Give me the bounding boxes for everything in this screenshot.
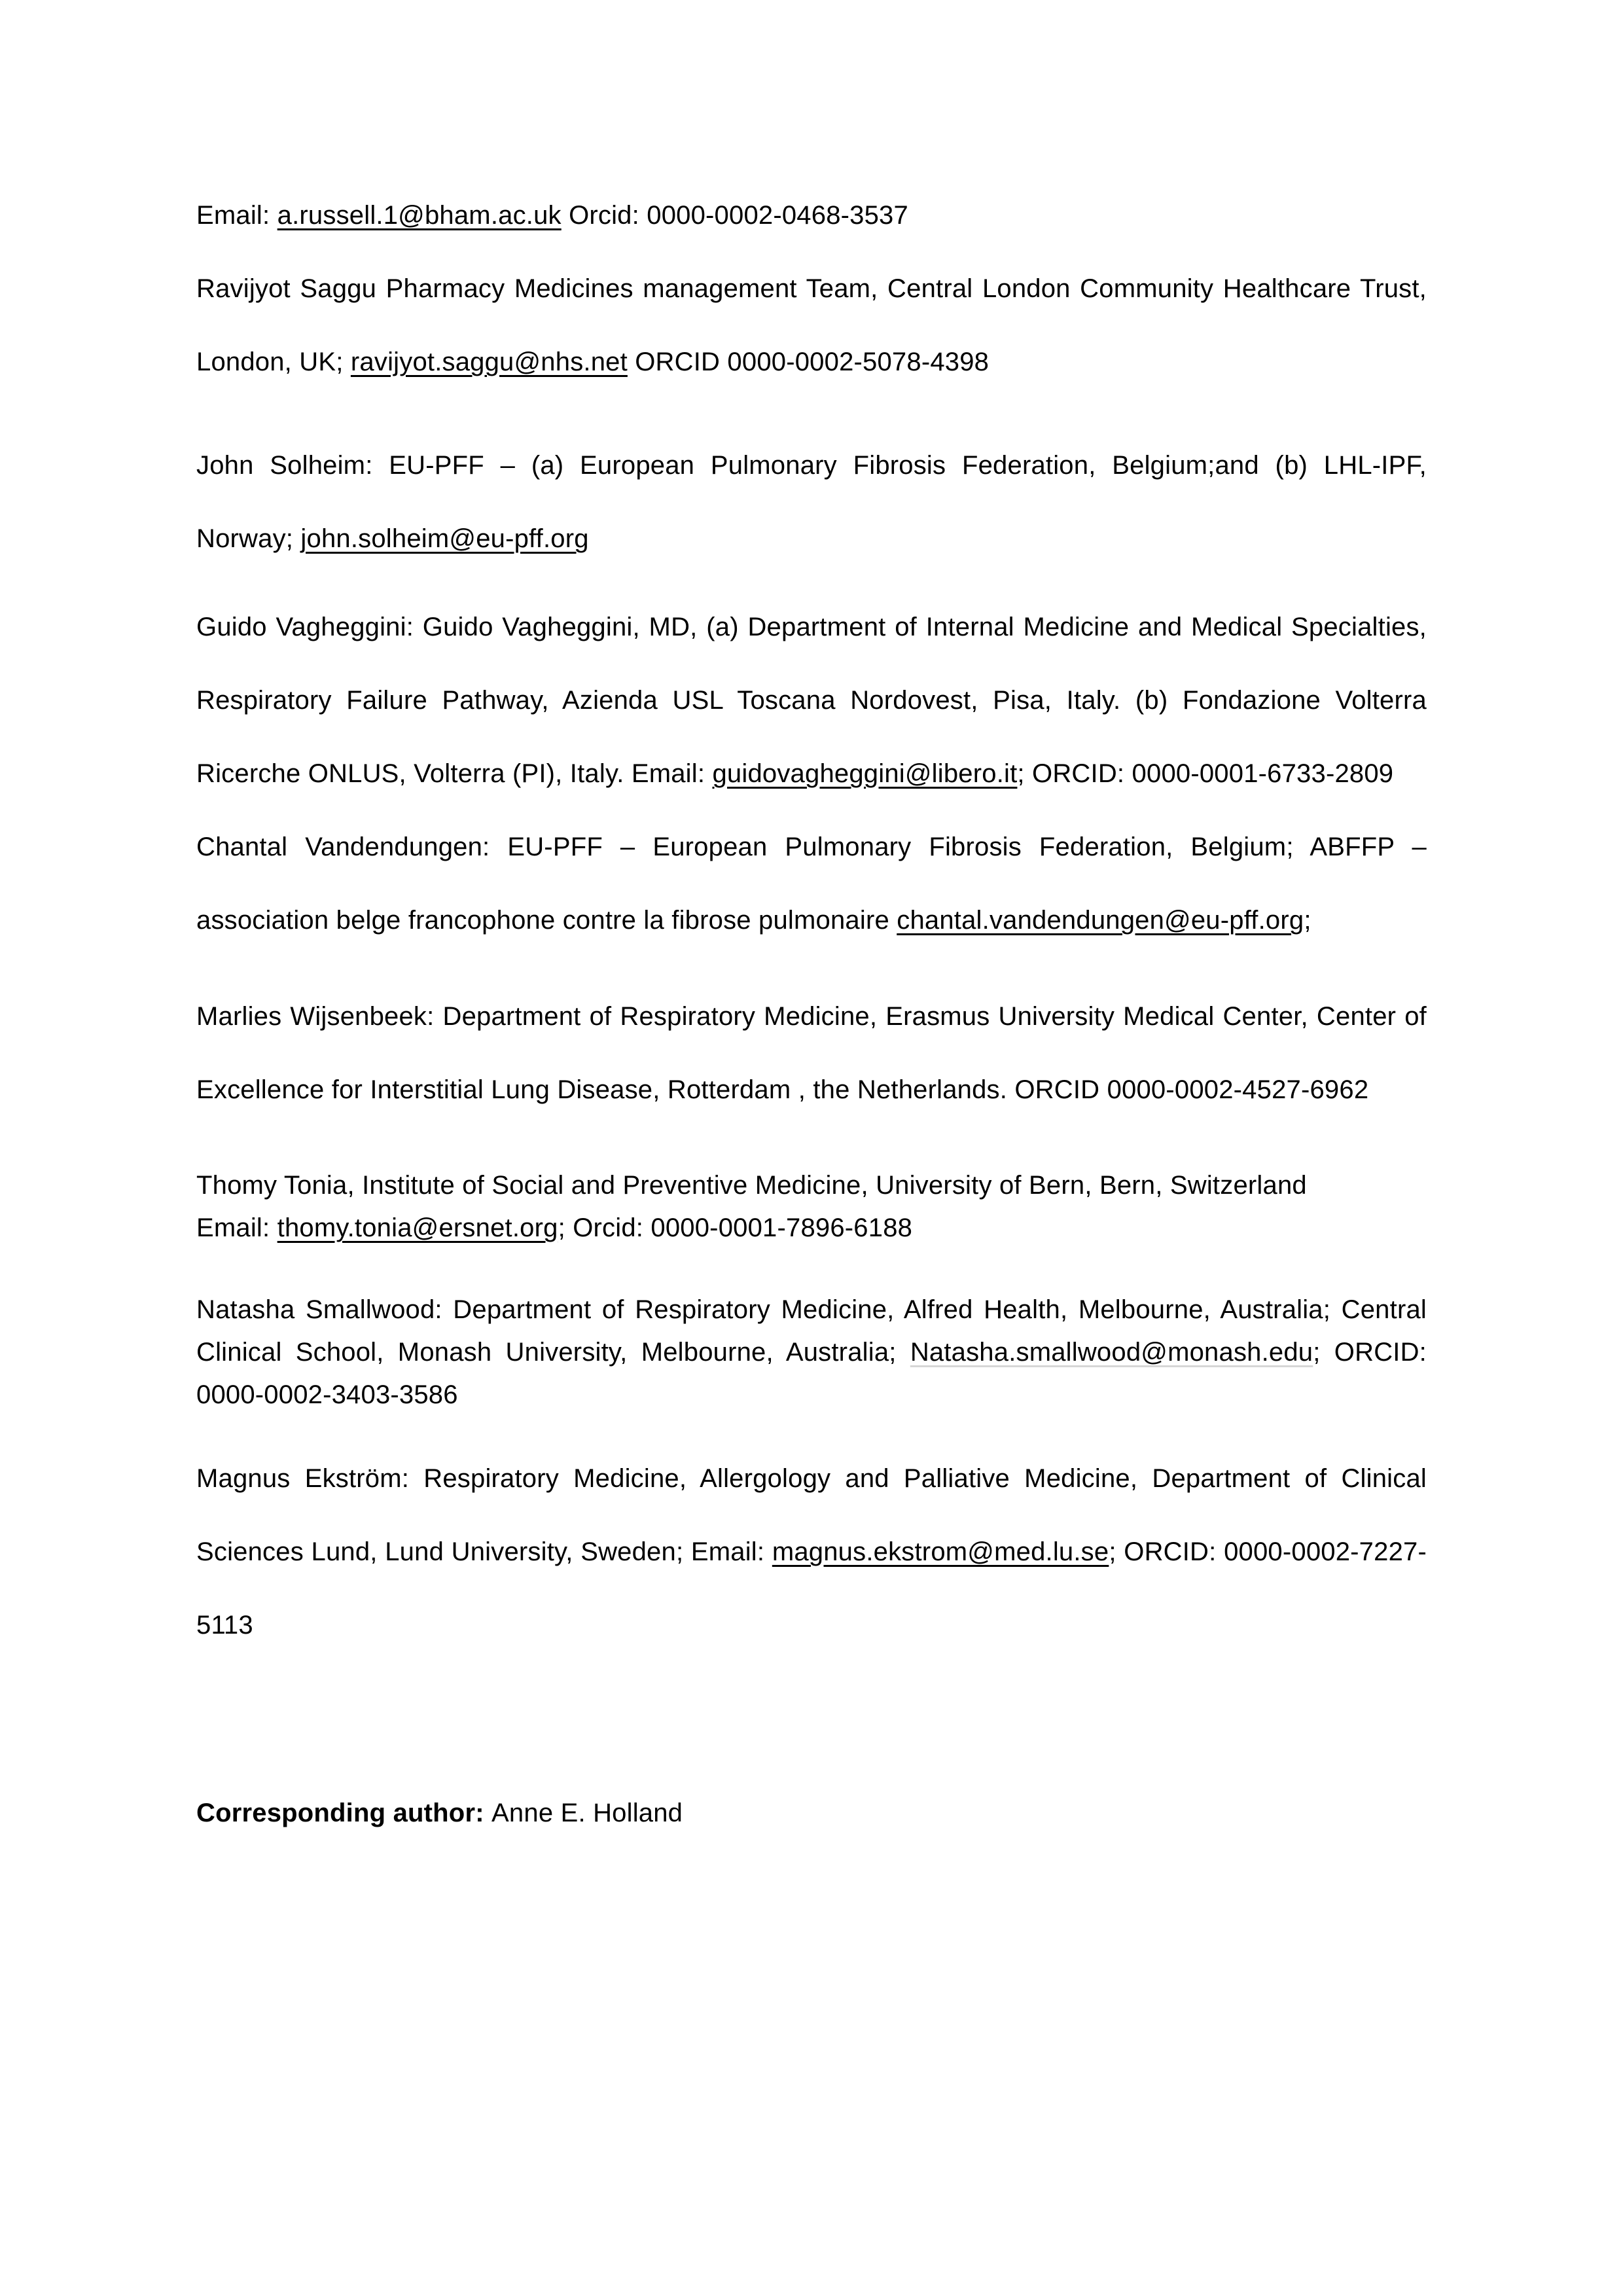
corresponding-author-label: Corresponding author: [196,1799,492,1827]
email-link[interactable]: thomy.tonia@ersnet.org [277,1213,558,1242]
text-run: Orcid: 0000-0002-0468-3537 [561,201,908,230]
email-link[interactable]: a.russell.1@bham.ac.uk [277,201,562,230]
email-link[interactable]: ravijyot.saggu@nhs.net [350,348,628,376]
text-run: Marlies Wijsenbeek: Department of Respiratory Medicine, Erasmus University Medical Center, Center of Excellence for Interstitial Lung Disease, Rotterdam , the Netherlands. ORCID 0000-0002-4527-6962 [196,1002,1427,1104]
author-smallwood [196,1289,1427,1416]
corresponding-author [196,1776,1427,1850]
author-solheim [196,429,1427,575]
author-saggu [196,252,1427,399]
email-link[interactable]: john.solheim@eu-pff.org [300,524,589,553]
author-wijsenbeek [196,980,1427,1126]
text-run: ; ORCID: 0000-0002-3403-3586 [196,1338,1427,1409]
text-run: ; ORCID: 0000-0002-7227-5113 [196,1537,1427,1640]
author-vagheggini [196,590,1427,810]
author-tonia [196,1164,1427,1249]
author-ekstrom [196,1442,1427,1662]
text-run: ; ORCID: 0000-0001-6733-2809 [1017,759,1394,788]
text-run: Magnus Ekström: Respiratory Medicine, Allergology and Palliative Medicine, Department of Clinical Sciences Lund, Lund University, Sweden; Email: [196,1464,1427,1566]
email-link[interactable]: guidovagheggini@libero.it [712,759,1018,788]
text-run: Thomy Tonia, Institute of Social and Preventive Medicine, University of Bern, Bern, Switzerland [196,1171,1307,1200]
text-run: Email: [196,201,277,230]
text-run: Chantal Vandendungen: EU-PFF – European Pulmonary Fibrosis Federation, Belgium; ABFFP – association belge francophone contre la fibrose pulmonaire [196,833,1427,935]
text-run: Natasha Smallwood: Department of Respiratory Medicine, Alfred Health, Melbourne, Australia; Central Clinical School, Monash University, Melbourne, Australia; [196,1295,1427,1367]
document-body [196,179,1427,1850]
text-run: Guido Vagheggini: Guido Vagheggini, MD, (a) Department of Internal Medicine and Medical Specialties, Respiratory Failure Pathway, Azienda USL Toscana Nordovest, Pisa, Italy. (b) Fondazione Volterra Ricerche ONLUS, Volterra (PI), Italy. Email: [196,613,1427,788]
text-run: Anne E. Holland [491,1799,683,1827]
email-link[interactable]: chantal.vandendungen@eu-pff.org [897,906,1304,935]
author-vandendungen [196,810,1427,957]
text-run: John Solheim: EU-PFF – (a) European Pulmonary Fibrosis Federation, Belgium;and (b) LHL-IPF, Norway; [196,451,1427,553]
email-link[interactable]: magnus.ekstrom@med.lu.se [772,1537,1109,1566]
email-link[interactable]: Natasha.smallwood@monash.edu [910,1338,1313,1367]
text-run: ; Orcid: 0000-0001-7896-6188 [558,1213,913,1242]
text-run: Email: [196,1213,277,1242]
text-run: ; [1304,906,1311,935]
text-run: ORCID 0000-0002-5078-4398 [627,348,990,376]
text-run: Ravijyot Saggu Pharmacy Medicines management Team, Central London Community Healthcare Trust, London, UK; [196,274,1427,376]
author-russell-contact [196,179,1427,252]
